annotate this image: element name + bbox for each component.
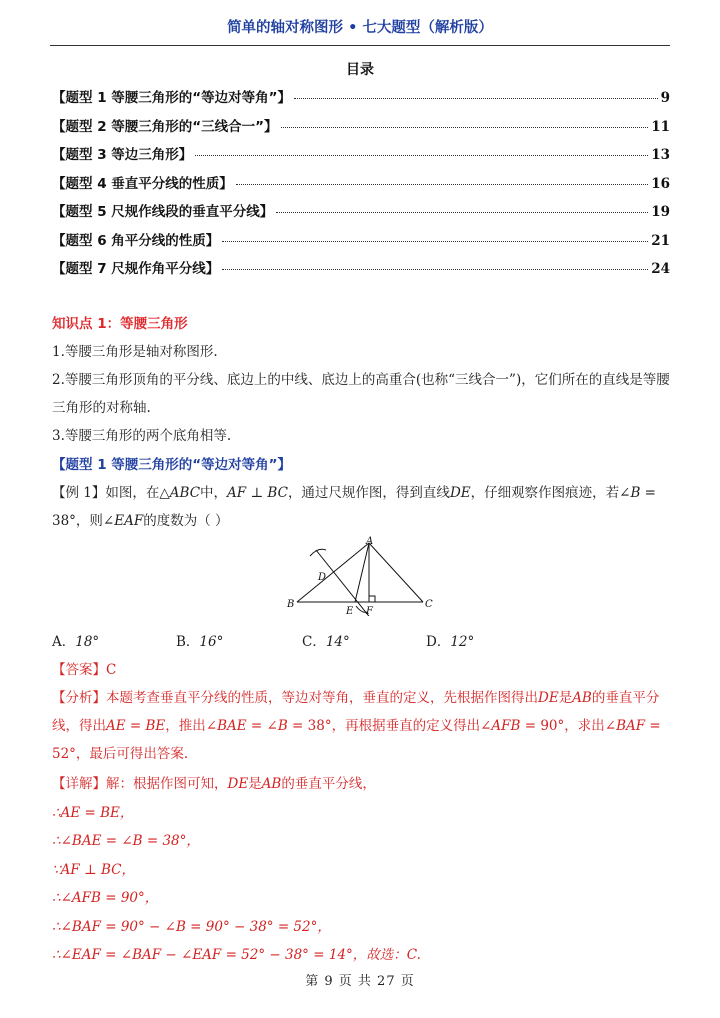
- analysis-text: ，推出∠: [165, 718, 218, 734]
- example-text: 中，: [200, 485, 228, 501]
- segment-ac: [369, 543, 423, 602]
- document-header-title: 简单的轴对称图形 • 七大题型（解析版）: [227, 20, 493, 36]
- example-text: = 38°，则∠: [52, 485, 656, 529]
- option-d[interactable]: [426, 628, 474, 656]
- answer-options: [52, 628, 672, 656]
- math-expression: BAF: [616, 718, 646, 734]
- example-text: ，仔细观察作图痕迹，若∠: [470, 485, 631, 501]
- example-tag: 【例 1】: [52, 485, 106, 501]
- math-expression: DE: [538, 690, 559, 706]
- analysis-text: = 52°，最后可得出答案.: [52, 718, 661, 762]
- option-letter: B．: [176, 634, 200, 650]
- math-expression: ABC: [169, 485, 201, 501]
- toc-entry-page: 19: [651, 204, 670, 220]
- detail-intro: [52, 770, 672, 799]
- math-expression: AFB: [491, 718, 521, 734]
- example-text: ，通过尺规作图，得到直线: [287, 485, 450, 501]
- math-expression: AB: [261, 776, 282, 792]
- table-of-contents: [52, 86, 670, 286]
- example-text: 如图，在△: [105, 485, 170, 501]
- solution-step-5: ∴∠BAF = 90° − ∠B = 90° − 38° = 52°，: [52, 918, 331, 935]
- toc-entry-page: 13: [651, 147, 670, 163]
- toc-entry-page: 11: [651, 118, 670, 135]
- point-label-b: B: [287, 599, 295, 610]
- toc-leader-dots: [222, 269, 648, 270]
- detail-solution: [52, 770, 672, 970]
- detail-text: 解：根据作图可知，: [106, 776, 228, 792]
- solution-step-2: ∴∠BAE = ∠B = 38°，: [52, 833, 200, 849]
- toc-entry-4[interactable]: [52, 172, 670, 201]
- point-label-d: D: [318, 572, 327, 583]
- option-c[interactable]: [302, 628, 350, 656]
- toc-entry-3[interactable]: [52, 143, 670, 172]
- detail-tag: 【详解】: [52, 776, 106, 792]
- option-value: 12°: [450, 634, 475, 650]
- toc-entry-page: 21: [651, 232, 670, 249]
- analysis-paragraph: [52, 684, 674, 768]
- detail-text: 的垂直平分线，: [281, 776, 376, 792]
- solution-step-3: ∵AF ⊥ BC，: [52, 861, 135, 878]
- option-value: 18°: [75, 634, 100, 650]
- geometry-figure: [280, 536, 440, 616]
- knowledge-paragraph-3: 3.等腰三角形的两个底角相等.: [52, 428, 232, 444]
- knowledge-point-heading: 知识点 1：等腰三角形: [52, 316, 188, 332]
- detail-text: 是: [248, 776, 262, 792]
- toc-entry-5[interactable]: [52, 200, 670, 229]
- point-label-f: F: [366, 606, 373, 616]
- toc-leader-dots: [294, 98, 658, 99]
- math-expression: DE: [449, 485, 471, 501]
- math-expression: AB: [572, 690, 592, 706]
- example-question: [52, 479, 672, 535]
- math-expression: AE = BE: [106, 718, 166, 734]
- analysis-text: = 38°，再根据垂直的定义得出∠: [287, 718, 492, 734]
- point-label-e: E: [346, 606, 354, 616]
- solution-step-1: ∴AE = BE，: [52, 804, 134, 821]
- toc-entry-label: 【题型 1 等腰三角形的“等边对等角”】: [52, 90, 292, 106]
- toc-entry-1[interactable]: [52, 86, 670, 115]
- toc-entry-label: 【题型 3 等边三角形】: [52, 147, 193, 163]
- analysis-text: 的垂直平分线，得出: [52, 690, 660, 734]
- segment-ae: [355, 543, 369, 602]
- point-label-c: C: [425, 599, 433, 610]
- toc-leader-dots: [236, 184, 648, 185]
- analysis-text: 本题考查垂直平分线的性质，等边对等角，垂直的定义，先根据作图得出: [106, 690, 538, 706]
- toc-entry-label: 【题型 2 等腰三角形的“三线合一”】: [52, 118, 278, 135]
- answer-line: [52, 656, 116, 684]
- toc-entry-page: 9: [660, 90, 670, 106]
- math-expression: B: [630, 485, 641, 501]
- toc-entry-6[interactable]: [52, 229, 670, 258]
- page-footer: 第 9 页 共 27 页: [305, 974, 415, 989]
- option-a[interactable]: [52, 628, 99, 656]
- math-expression: EAF: [114, 513, 144, 529]
- toc-entry-label: 【题型 5 尺规作线段的垂直平分线】: [52, 204, 274, 220]
- toc-entry-2[interactable]: [52, 115, 670, 144]
- analysis-text: = 90°，求出∠: [520, 718, 617, 734]
- point-label-a: A: [366, 536, 374, 547]
- answer-value: C: [106, 662, 117, 678]
- toc-leader-dots: [195, 155, 648, 156]
- toc-entry-page: 16: [651, 175, 670, 192]
- analysis-text: 是: [558, 690, 573, 706]
- option-value: 16°: [199, 634, 224, 650]
- knowledge-paragraph-1: 1.等腰三角形是轴对称图形.: [52, 344, 218, 360]
- math-expression: AF ⊥ BC: [227, 485, 288, 501]
- math-expression: B: [277, 718, 288, 734]
- toc-entry-label: 【题型 4 垂直平分线的性质】: [52, 175, 233, 192]
- toc-leader-dots: [281, 127, 649, 128]
- option-letter: A．: [52, 634, 76, 650]
- option-value: 14°: [325, 634, 350, 650]
- knowledge-paragraph-2: 2.等腰三角形顶角的平分线、底边上的中线、底边上的高重合(也称“三线合一”)，它们所在的直线是等腰三角形的对称轴.: [52, 372, 670, 416]
- toc-heading: 目录: [346, 62, 374, 78]
- right-angle-mark: [369, 596, 375, 602]
- solution-step-4: ∴∠AFB = 90°，: [52, 890, 159, 906]
- option-letter: C．: [302, 634, 326, 650]
- toc-entry-label: 【题型 6 角平分线的性质】: [52, 232, 220, 249]
- solution-step-6: ∴∠EAF = ∠BAF − ∠EAF = 52° − 38° = 14°，故选：C.: [52, 947, 421, 963]
- analysis-text: = ∠: [246, 718, 278, 734]
- example-text: 的度数为（ ）: [143, 513, 229, 529]
- math-expression: BAE: [217, 718, 247, 734]
- segment-ab: [297, 543, 369, 602]
- toc-entry-7[interactable]: [52, 257, 670, 286]
- header-divider: [50, 45, 670, 46]
- question-type-heading: 【题型 1 等腰三角形的“等边对等角”】: [52, 457, 292, 473]
- perpendicular-bisector-de: [316, 550, 372, 616]
- option-b[interactable]: [176, 628, 223, 656]
- toc-entry-label: 【题型 7 尺规作角平分线】: [52, 261, 220, 277]
- option-letter: D．: [426, 634, 451, 650]
- analysis-tag: 【分析】: [52, 690, 106, 706]
- toc-entry-page: 24: [651, 261, 670, 277]
- toc-leader-dots: [222, 241, 648, 242]
- toc-leader-dots: [276, 212, 648, 213]
- math-expression: DE: [227, 776, 249, 792]
- answer-tag: 【答案】: [52, 662, 106, 678]
